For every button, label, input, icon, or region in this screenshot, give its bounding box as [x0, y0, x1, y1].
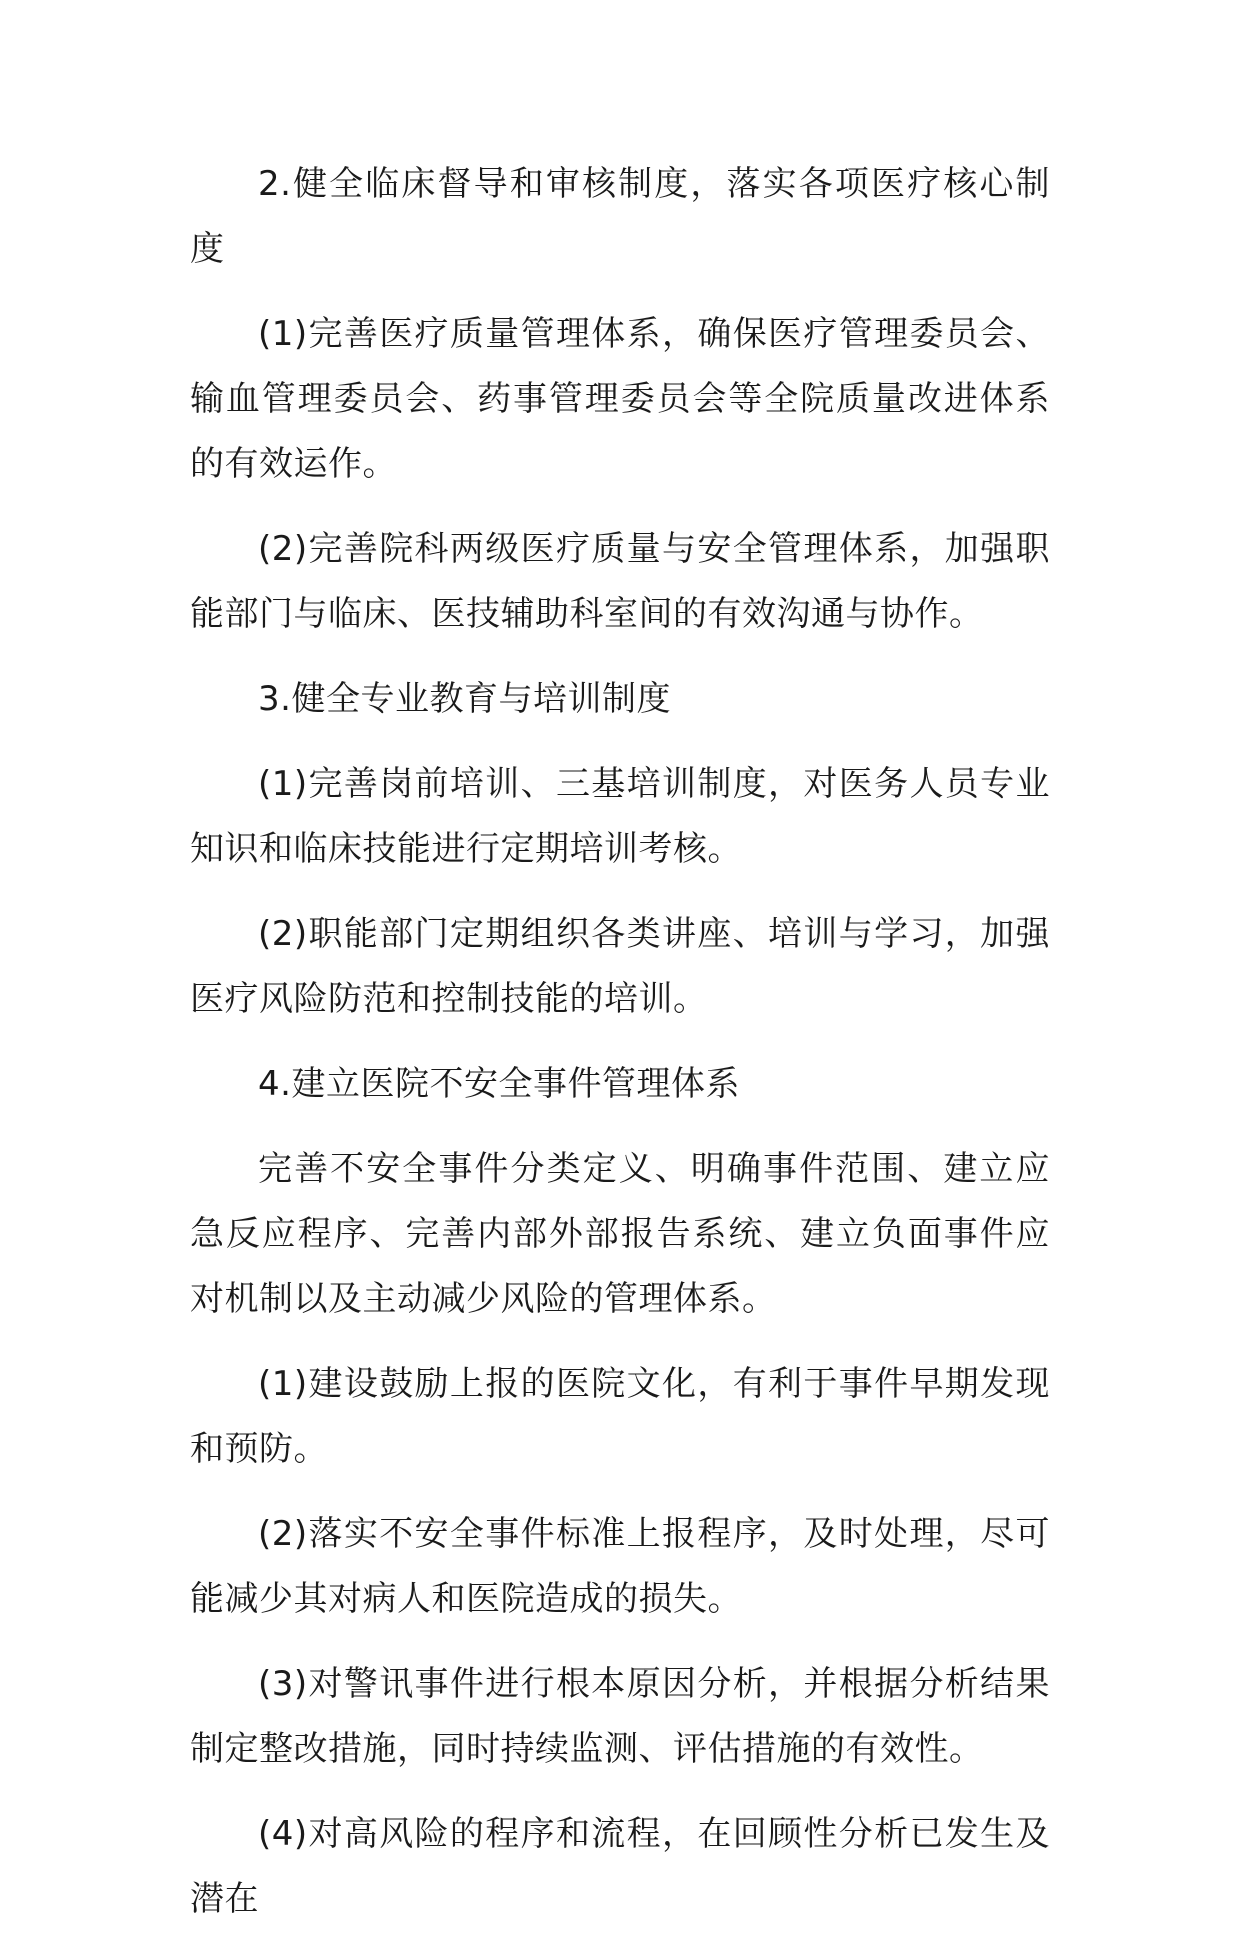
paragraph-4-1: (1)建设鼓励上报的医院文化，有利于事件早期发现和预防。 — [190, 1364, 1050, 1469]
paragraph-2-1: (1)完善医疗质量管理体系，确保医疗管理委员会、输血管理委员会、药事管理委员会等全院质量改进体系的有效运作。 — [190, 314, 1050, 484]
section-heading-2: 2.健全临床督导和审核制度，落实各项医疗核心制度 — [190, 164, 1050, 269]
paragraph-2-2: (2)完善院科两级医疗质量与安全管理体系，加强职能部门与临床、医技辅助科室间的有效沟通与协作。 — [190, 529, 1050, 634]
paragraph-4-4: (4)对高风险的程序和流程，在回顾性分析已发生及潜在 — [190, 1814, 1050, 1919]
paragraph-3-2: (2)职能部门定期组织各类讲座、培训与学习，加强医疗风险防范和控制技能的培训。 — [190, 914, 1050, 1019]
paragraph-3-1: (1)完善岗前培训、三基培训制度，对医务人员专业知识和临床技能进行定期培训考核。 — [190, 764, 1050, 869]
paragraph-4-intro: 完善不安全事件分类定义、明确事件范围、建立应急反应程序、完善内部外部报告系统、建立负面事件应对机制以及主动减少风险的管理体系。 — [190, 1149, 1050, 1319]
paragraph-4-2: (2)落实不安全事件标准上报程序，及时处理，尽可能减少其对病人和医院造成的损失。 — [190, 1514, 1050, 1619]
paragraph-4-3: (3)对警讯事件进行根本原因分析，并根据分析结果制定整改措施，同时持续监测、评估措施的有效性。 — [190, 1664, 1050, 1769]
document-page — [190, 152, 1050, 1952]
section-heading-3: 3.健全专业教育与培训制度 — [258, 679, 671, 719]
section-heading-4: 4.建立医院不安全事件管理体系 — [258, 1064, 740, 1104]
